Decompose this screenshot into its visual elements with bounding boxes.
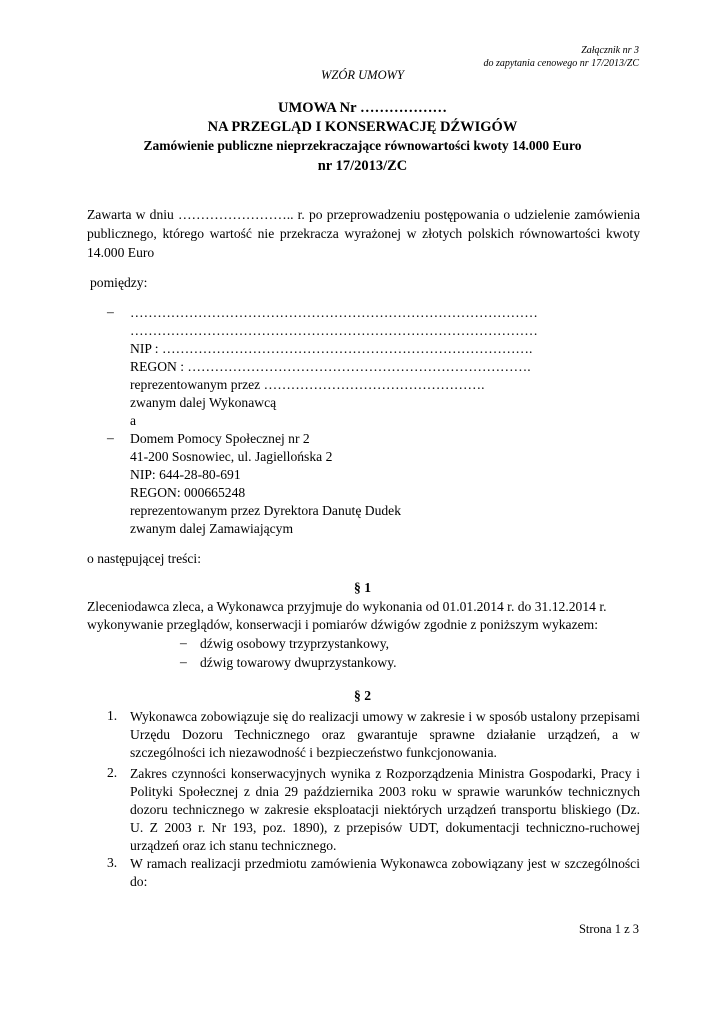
intro-paragraph: Zawarta w dniu …………………….. r. po przeprowadzeniu postępowania o udzielenie zamówienia publicznego, którego wartość nie przekracza wyrażonej w złotych polskich równowartości kwoty 14.000 Euro — [87, 207, 640, 260]
and-connector: a — [130, 413, 137, 428]
reference-number-title: nr 17/2013/ZC — [317, 158, 408, 174]
annex-label: Załącznik nr 3 — [581, 45, 639, 56]
party2-name: Domem Pomocy Społecznej nr 2 — [130, 431, 310, 446]
party1-dash: – — [107, 304, 114, 319]
section-2-item2-number: 2. — [107, 765, 118, 780]
between-label: pomiędzy: — [90, 275, 148, 290]
party2-regon: REGON: 000665248 — [130, 485, 246, 500]
section-2-item3-text: W ramach realizacji przedmiotu zamówienia Wykonawca zobowiązany jest w szczególności do: — [130, 856, 640, 889]
inquiry-reference: do zapytania cenowego nr 17/2013/ZC — [483, 58, 639, 69]
party1-regon: REGON : …………………………………………………………………. — [130, 359, 531, 374]
party2-nip: NIP: 644-28-80-691 — [130, 467, 241, 482]
section-1-line1: Zleceniodawca zleca, a Wykonawca przyjmuje do wykonania od 01.01.2014 r. do 31.12.2014 r. — [87, 599, 607, 614]
section-1-item2: dźwig towarowy dwuprzystankowy. — [200, 655, 397, 670]
party1-designation: zwanym dalej Wykonawcą — [130, 395, 277, 410]
party1-nip: NIP : ………………………………………………………………………. — [130, 341, 533, 356]
party2-dash: – — [107, 430, 114, 445]
party2-representative: reprezentowanym przez Dyrektora Danutę Dudek — [130, 503, 401, 518]
page-number: Strona 1 z 3 — [578, 922, 639, 936]
section-1-heading: § 1 — [354, 580, 371, 595]
contract-number-title: UMOWA Nr ……………… — [278, 100, 447, 116]
following-content-label: o następującej treści: — [87, 551, 201, 566]
section-1-line2: wykonywanie przeglądów, konserwacji i pomiarów dźwigów zgodnie z poniższym wykazem: — [87, 617, 598, 632]
section-2-item2-text: Zakres czynności konserwacyjnych wynika z Rozporządzenia Ministra Gospodarki, Pracy i Polityki Społecznej z dnia 29 października 2003 roku w sprawie warunków technicznych dozoru technicznego w zakresie eksploatacji niektórych urządzeń transportu bliskiego (Dz. U. Z 2003 r. Nr 193, poz. 1890), z przepisów UDT, dokumentacji techniczno-ruchowej urządzeń oraz ich stanu technicznego. — [130, 766, 640, 853]
party1-name-line1: ……………………………………………………………………………… — [130, 305, 538, 320]
section-2-heading: § 2 — [354, 688, 371, 703]
section-1-item1-dash: – — [180, 635, 187, 650]
section-2-item1-text: Wykonawca zobowiązuje się do realizacji umowy w zakresie i w sposób ustalony przepisami Urzędu Dozoru Technicznego oraz gwarantuje sprawne działanie urządzeń, a w szczególności ich niezawodność i bezpieczeństwo funkcjonowania. — [130, 709, 640, 760]
section-2-item3-number: 3. — [107, 855, 118, 870]
section-1-item2-dash: – — [180, 654, 187, 669]
template-label: WZÓR UMOWY — [321, 68, 404, 82]
party2-address: 41-200 Sosnowiec, ul. Jagiellońska 2 — [130, 449, 333, 464]
contract-subject-title: NA PRZEGLĄD I KONSERWACJĘ DŹWIGÓW — [207, 119, 518, 135]
section-2-item1-number: 1. — [107, 708, 118, 723]
party2-designation: zwanym dalej Zamawiającym — [130, 521, 294, 536]
section-1-item1: dźwig osobowy trzyprzystankowy, — [200, 636, 390, 651]
party1-name-line2: ……………………………………………………………………………… — [130, 323, 538, 338]
party1-representative: reprezentowanym przez …………………………………………. — [130, 377, 485, 392]
procurement-title: Zamówienie publiczne nieprzekraczające równowartości kwoty 14.000 Euro — [143, 138, 582, 153]
